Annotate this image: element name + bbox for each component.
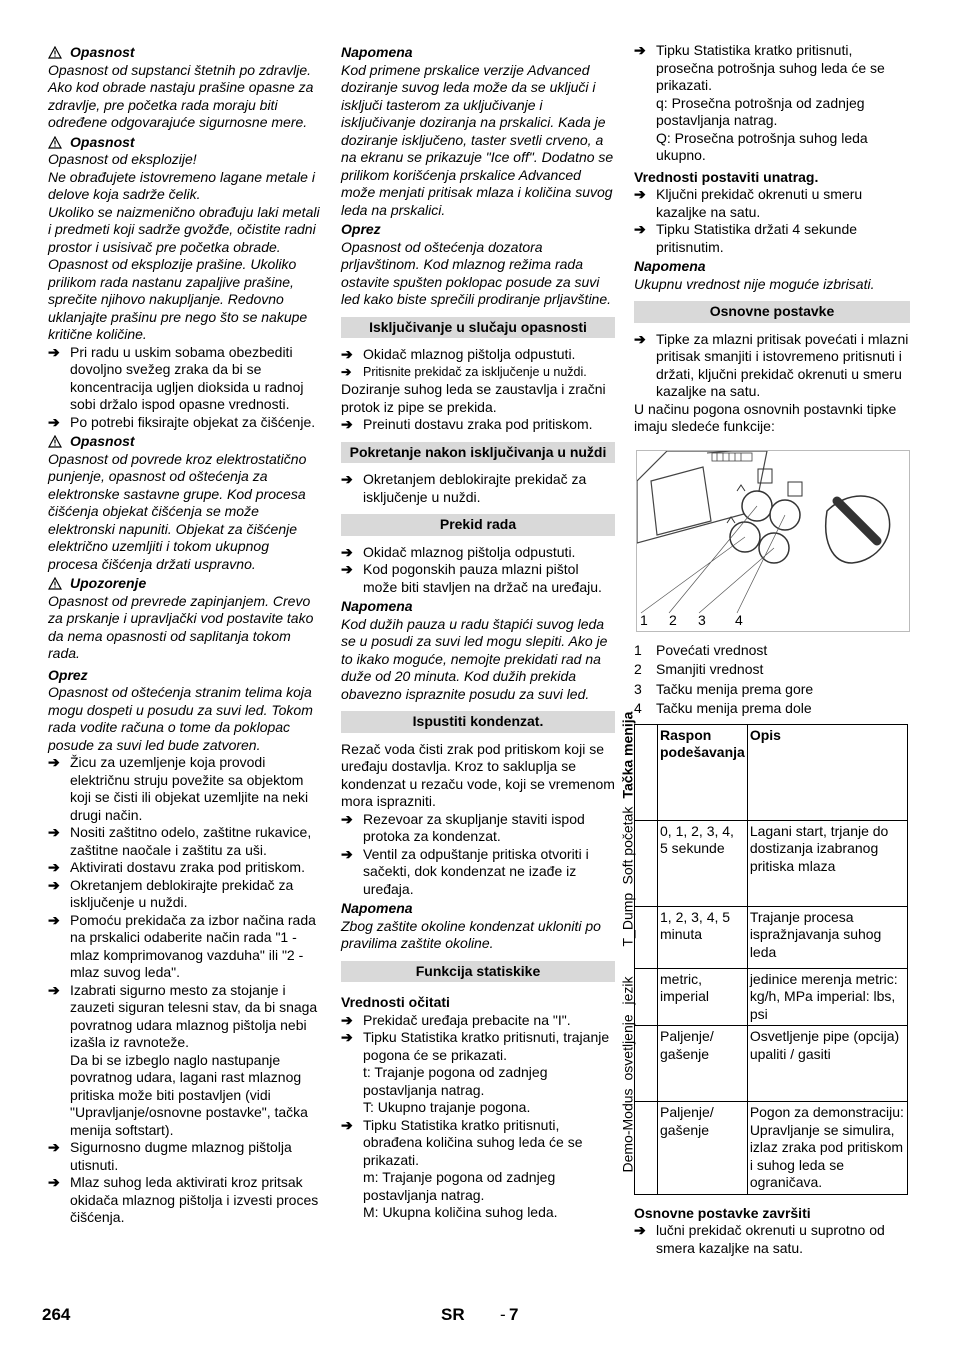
figure-label: 2 [669,611,677,628]
subheading: Vrednosti očitati [341,994,450,1010]
section-heading: Ispustiti kondenzat. [341,711,615,733]
settings-table [619,711,908,1195]
list-item-note: t: Trajanje pogona od zadnjeg postavljanja natrag. [363,1064,548,1098]
right-arrow-icon: ➔ [341,810,353,827]
caution-text: Opasnost od prevrede zapinjanjem. Crevo za prskanje i upravljački vod postavite tako da nema opasnosti od saplitanja tokom rada. [48,592,314,661]
note-title: Napomena [341,598,413,614]
warning-triangle-icon [48,46,62,59]
list-item: ➔ Tipku Statistika držati 4 sekunde pritisnutim. [634,221,858,255]
list-item: ➔ Okretanjem deblokirajte prekidač za isključenje u nuždi. [341,471,587,505]
subheading: Vrednosti postaviti unatrag. [634,168,819,185]
right-arrow-icon: ➔ [48,981,60,998]
table-cell: Paljenje/ gašenje [658,1026,748,1102]
warning-text: Opasnost od supstanci štetnih po zdravlje. Ako kod obrade nastaju prašine opasne za zdravlje, pre početka rada moraju biti određene odgovarajuće sigurnosne mere. [48,61,314,130]
right-arrow-icon: ➔ [341,845,353,862]
note-title: Napomena [634,258,706,274]
note-title: Napomena [341,44,413,60]
right-arrow-icon: ➔ [48,754,60,770]
table-header: Tačka menija [619,711,636,799]
list-item: ➔ Tipku Statistika kratko pritisnuti, obrađena količina suhog leda će se prikazati. [341,1116,583,1168]
table-row [635,1026,908,1102]
right-arrow-icon: ➔ [341,1029,353,1045]
warning-heading [48,134,322,152]
list-item: ➔ Okidač mlaznog pištolja odpustuti. [341,346,576,362]
warning-triangle-icon [48,435,62,448]
legend-item: 1 Povećati vrednost [634,641,768,658]
table-cell: Osvetljenje pipe (opcija) upaliti / gasiti [747,1026,907,1102]
right-arrow-icon: ➔ [341,416,353,432]
table-cell: Lagani start, trjanje do dostizanja izabranog pritiska mlaza [747,820,907,906]
list-item: ➔ Pri radu u uskim sobama obezbediti dovoljno svežeg zraka da bi se koncentracija ugljen dioksida u radnoj sobi držalo ispod opasne vrednosti. [48,343,304,412]
right-arrow-icon: ➔ [341,471,353,487]
language-code: SR [441,1305,465,1324]
list-item: ➔ Preinuti dostavu zraka pod pritiskom. [341,416,593,432]
column-1 [48,42,322,1227]
table-cell: Soft početak [619,806,636,885]
legend-item: 4 Tačku menija prema dole [634,700,812,716]
warning-title: Opasnost [70,433,135,449]
control-panel-drawing [637,451,909,631]
list-item: ➔ Po potrebi fiksirajte objekat za čišćenje. [48,413,316,430]
right-arrow-icon: ➔ [634,330,646,347]
list-item: ➔ Mlaz suhog leda aktivirati kroz pritsak okidača mlaznog pištolja i izvesti proces čišćenja. [48,1174,319,1225]
list-item: ➔ Pomoću prekidača za izbor načina rada na prskalici odaberite način rada "1 - mlaz komprimovanog vazduha" ili "2 - mlaz suvog leda". [48,911,316,980]
right-arrow-icon: ➔ [48,1174,60,1190]
right-arrow-icon: ➔ [48,413,60,430]
table-cell: T_Dump [619,892,636,947]
warning-text: Opasnost od eksplozije! [48,151,197,167]
list-item-note: Q: Prosečna potrošnja suhog leda ukupno. [656,129,868,163]
list-item: ➔ Rezevoar za skupljanje staviti ispod protoka za kondenzat. [341,810,585,844]
right-arrow-icon: ➔ [341,561,353,577]
section-heading: Osnovne postavke [634,301,910,323]
right-arrow-icon: ➔ [48,1139,60,1155]
list-item-note: m: Trajanje pogona od zadnjeg postavljanja natrag. [363,1169,556,1203]
right-arrow-icon: ➔ [634,186,646,202]
table-cell: metric, imperial [658,968,748,1026]
list-item: ➔ Pritisnite prekidač za isključenje u nuždi. [341,364,615,382]
table-row [635,968,908,1026]
right-arrow-icon: ➔ [634,1222,646,1238]
list-item: ➔ Sigurnosno dugme mlaznog pištolja utisnuti. [48,1139,292,1173]
figure-label: 4 [735,611,743,628]
note-text: Kod dužih pauza u radu štapići suvog leda se u posudi za suvi led mogu slepiti. Ako je to ikako moguće, nemojte prekidati rad na duže od 20 minuta. Kod dužih prekida obavezno ispraznite posudu za suvi led. [341,615,608,702]
table-row [635,1102,908,1195]
oprez-title: Oprez [341,221,381,237]
column-2 [341,42,615,1222]
list-item-note: M: Ukupna količina suhog leda. [363,1204,558,1220]
list-item: ➔ Ključni prekidač okrenuti u smeru kazaljke na satu. [634,186,863,220]
warning-title: Opasnost [70,133,135,150]
right-arrow-icon: ➔ [341,543,353,560]
table-header: Opis [747,724,907,820]
warning-heading [48,44,322,62]
list-item: ➔ Tipku Statistika kratko pritisnuti, prosečna potrošnja suhog leda će se prikazati. [634,42,885,93]
list-item: ➔ Nositi zaštitno odelo, zaštitne rukavice, zaštitne naočale i zaštitu za uši. [48,824,312,858]
caution-heading [48,575,322,593]
warning-text: Opasnost od eksplozije prašine. Ukoliko prilikom rada nastanu zapaljive prašine, sprečite njihovo nakupljanje. Redovno uklanjajte prašinu pre nego što se nakupe kritične količine. [48,256,308,342]
oprez-title: Oprez [48,666,88,683]
table-cell: Pogon za demonstraciju: Upravljanje se simulira, izlaz zraka pod pritiskom i suhog leda se ograničava. [747,1102,907,1195]
list-item-note: Da bi se izbeglo naglo nastupanje povratnog udara, lagani rast mlaznog pritiska može biti postavljen (vidi "Upravljanje/osnovne postavke", tačka menija softstart). [70,1051,308,1138]
list-item: ➔ Izabrati sigurno mesto za stojanje i zauzeti siguran telesni stav, da bi snaga povratnog udara mlaznog pištolja nebi izašla iz ravnoteže. [48,981,318,1050]
legend-item: 2 Smanjiti vrednost [634,661,764,677]
right-arrow-icon: ➔ [341,364,352,379]
warning-text: Opasnost od povrede kroz elektrostatično punjenje, opasnost od oštećenja za elektronske sastavne grupe. Kod procesa čišćenja objekat čišćenja se može elektronski napuniti. Objekat za čišćenje električno uzemljiti i tokom ukupnog procesa čišćenja držati uspravno. [48,450,307,572]
paragraph: Rezač voda čisti zrak pod pritiskom koji se uređaju dostavlja. Kroz to sakluplja se kondenzat u rezaču vode, koji se vremenom mora isprazniti. [341,740,615,809]
list-item-note: q: Prosečna potrošnja od zadnjeg postavljanja natrag. [656,94,865,128]
table-header-row [635,724,908,820]
table-cell: jezik [619,975,636,1004]
list-item: ➔ lučni prekidač okrenuti u suprotno od smera kazaljke na satu. [634,1222,885,1256]
right-arrow-icon: ➔ [48,343,60,360]
control-panel-figure [636,450,910,632]
list-item: ➔ Aktivirati dostavu zraka pod pritiskom. [48,859,305,875]
right-arrow-icon: ➔ [341,1116,353,1133]
footer-separator: - [500,1305,506,1324]
section-heading: Prekid rada [341,514,615,536]
warning-text: Ukoliko se naizmenično obrađuju laki metali i predmeti koji sadrže gvožđe, očistite radni prostor i usisivač pre početka obrade. [48,203,320,255]
subheading: Osnovne postavke završiti [634,1204,811,1221]
table-row [635,820,908,906]
note-text: Ukupnu vrednost nije moguće izbrisati. [634,275,875,292]
table-cell: Demo-Modus [619,1088,636,1173]
table-cell: jedinice merenja metric: kg/h, MPa imperial: lbs, psi [747,968,907,1026]
page-number: 264 [42,1305,71,1324]
right-arrow-icon: ➔ [341,1011,353,1028]
list-item-note: T: Ukupno trajanje pogona. [363,1099,531,1115]
paragraph: Doziranje suhog leda se zaustavlja i zračni protok iz pipe se prekida. [341,381,606,415]
warning-text: Ne obrađujete istovremeno lagane metale i delove koja sadrže čelik. [48,168,315,202]
list-item: ➔ Ventil za odpuštanje pritiska otvoriti i sačekti, dok kondenzat ne izađe iz uređaja. [341,845,589,897]
list-item: ➔ Žicu za uzemljenje koja provodi električnu struju povežite sa objektom koji se čisti ili objekat uzemljite na neki drugi način. [48,754,309,823]
right-arrow-icon: ➔ [48,859,60,875]
warning-title: Opasnost [70,44,135,60]
section-page-number: 7 [509,1305,519,1324]
oprez-text: Opasnost od oštećenja stranim telima koja mogu dospeti u posudu za suvi led. Tokom rada vodite računa o tome da poklopac posude za suvi led bude zatvoren. [48,684,313,753]
legend-item: 3 Tačku menija prema gore [634,680,814,697]
list-item: ➔ Okretanjem deblokirajte prekidač za isključenje u nuždi. [48,876,294,910]
list-item: ➔ Kod pogonskih pauza mlazni pištol može biti stavljen na držač na uređaju. [341,561,602,595]
right-arrow-icon: ➔ [634,42,646,58]
list-item: ➔ Prekidač uređaja prebacite na "I". [341,1011,571,1028]
right-arrow-icon: ➔ [48,876,60,893]
table-cell: Trajanje procesa ispražnjavanja suhog leda [747,906,907,968]
right-arrow-icon: ➔ [634,221,646,237]
paragraph: U načinu pogona osnovnih postavnki tipke imaju sledeće funkcije: [634,400,897,434]
section-heading: Funkcija statiskike [341,961,615,983]
table-row [635,906,908,968]
section-heading: Isključivanje u slučaju opasnosti [341,317,615,339]
right-arrow-icon: ➔ [341,346,353,362]
note-text: Kod primene prskalice verzije Advanced doziranje suvog leda može da se uključi i isključi tasterom za uključivanje i isključivanje doziranja na prskalici. Kada je doziranje isključeno, taster svetli crveno, a na ekranu se prikazuje "Ice off". Dodatno se prilikom korišćenja prskalice Advanced može menjati pritisak mlaza i količina suvog leda na prskalici. [341,61,614,218]
table-cell: 0, 1, 2, 3, 4, 5 sekunde [658,820,748,906]
section-heading: Pokretanje nakon isključivanja u nuždi [341,442,615,464]
table-cell: 1, 2, 3, 4, 5 minuta [658,906,748,968]
right-arrow-icon: ➔ [48,824,60,840]
table-cell: osvetljenje [619,1013,636,1080]
warning-triangle-icon [48,136,62,149]
column-3 [619,42,910,1257]
list-item: ➔ Tipke za mlazni pritisak povećati i mlazni pritisak smanjiti i istovremeno pritisnuti i držati, ključni prekidač okrenuti u smeru kazaljke na satu. [634,330,909,399]
warning-heading [48,433,322,451]
list-item: ➔ Tipku Statistika kratko pritisnuti, trajanje pogona će se prikazati. [341,1029,610,1063]
note-title: Napomena [341,900,413,916]
caution-title: Upozorenje [70,575,147,591]
note-text: Zbog zaštite okoline kondenzat ukloniti po pravilima zaštite okoline. [341,917,601,951]
figure-label: 1 [640,611,648,628]
list-item: ➔ Okidač mlaznog pištolja odpustuti. [341,543,576,560]
warning-triangle-icon [48,577,62,590]
oprez-text: Opasnost od oštećenja dozatora prljavštinom. Kod mlaznog režima rada ostavite spušten poklopac posude za suvi led kako biste sprečili prodiranje prljavštine. [341,238,612,307]
right-arrow-icon: ➔ [48,911,60,928]
table-cell: Paljenje/ gašenje [658,1102,748,1195]
figure-label: 3 [698,611,706,628]
table-header: Raspon podešavanja [658,724,748,820]
